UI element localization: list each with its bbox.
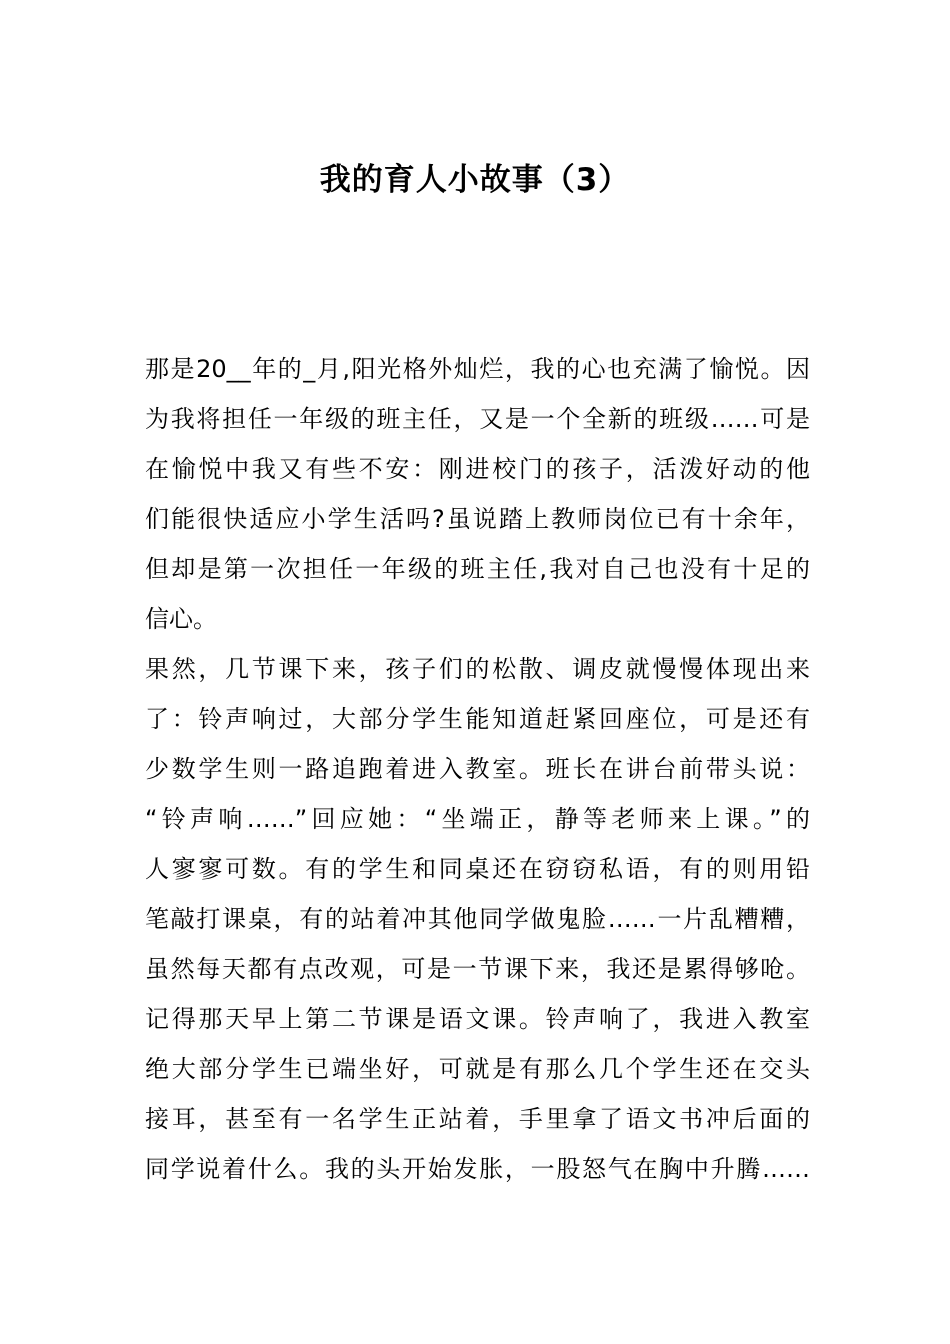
text-line: 同学说着什么。我的头开始发胀，一股怒气在胸中升腾……: [145, 1155, 810, 1183]
document-body: [145, 344, 810, 1194]
text-line: 但却是第一次担任一年级的班主任,我对自己也没有十足的: [145, 555, 810, 583]
text-line: 虽然每天都有点改观，可是一节课下来，我还是累得够呛。: [145, 955, 810, 983]
text-line: 信心。: [145, 605, 217, 633]
text-line: 果然，几节课下来，孩子们的松散、调皮就慢慢体现出来: [145, 655, 810, 683]
text-line: 在愉悦中我又有些不安：刚进校门的孩子，活泼好动的他: [145, 455, 810, 483]
text-line: 为我将担任一年级的班主任，又是一个全新的班级……可是: [145, 405, 810, 433]
text-line: 了：铃声响过，大部分学生能知道赶紧回座位，可是还有: [145, 705, 810, 733]
text-line: 少数学生则一路追跑着进入教室。班长在讲台前带头说：: [145, 755, 810, 783]
text-line: 接耳，甚至有一名学生正站着，手里拿了语文书冲后面的: [145, 1105, 810, 1133]
text-line: 人寥寥可数。有的学生和同桌还在窃窃私语，有的则用铅: [145, 855, 810, 883]
text-line: 笔敲打课桌，有的站着冲其他同学做鬼脸……一片乱糟糟，: [145, 905, 810, 933]
text-line: 绝大部分学生已端坐好，可就是有那么几个学生还在交头: [145, 1055, 810, 1083]
document-title: 我的育人小故事（3）: [319, 162, 631, 198]
text-line: 那是20__年的_月,阳光格外灿烂，我的心也充满了愉悦。因: [145, 355, 810, 383]
text-line: 记得那天早上第二节课是语文课。铃声响了，我进入教室: [145, 1005, 810, 1033]
text-line: “铃声响……”回应她：“坐端正，静等老师来上课。”的: [145, 805, 810, 833]
text-line: 们能很快适应小学生活吗?虽说踏上教师岗位已有十余年，: [145, 505, 810, 533]
